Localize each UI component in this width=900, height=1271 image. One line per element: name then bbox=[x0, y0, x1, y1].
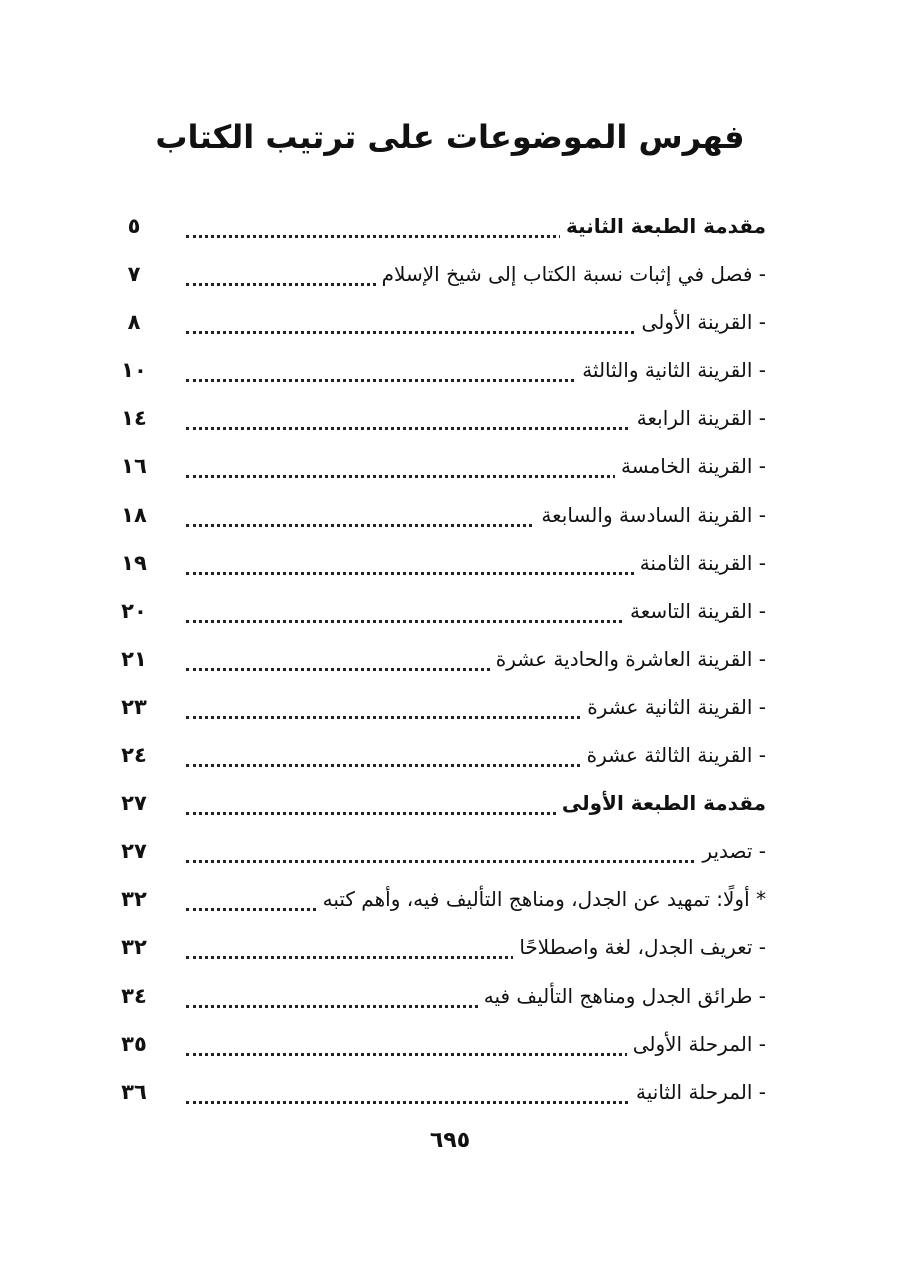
toc-page-number: ٧ bbox=[127, 262, 141, 287]
toc-page-number: ٢٧ bbox=[121, 791, 147, 816]
toc-row bbox=[0, 1070, 900, 1118]
toc-entry-title: - فصل في إثبات نسبة الكتاب إلى شيخ الإسلام bbox=[376, 256, 766, 292]
toc-row bbox=[0, 829, 900, 877]
toc-page-number: ٢٠ bbox=[121, 598, 147, 623]
toc-page-number: ٢٧ bbox=[121, 839, 147, 864]
toc-entry-title: - القرينة التاسعة bbox=[624, 593, 766, 629]
toc-entry-title: - القرينة الأولى bbox=[636, 304, 766, 340]
dot-leader bbox=[186, 860, 760, 863]
toc-page-number: ٢٣ bbox=[121, 694, 147, 719]
toc-page-number: ١٨ bbox=[121, 502, 147, 527]
toc-entry-title: - طرائق الجدل ومناهج التأليف فيه bbox=[478, 978, 766, 1014]
toc-entry-title: - المرحلة الأولى bbox=[627, 1026, 766, 1062]
toc-section-heading: مقدمة الطبعة الأولى bbox=[556, 785, 766, 821]
toc-row bbox=[0, 348, 900, 396]
toc-row bbox=[0, 444, 900, 492]
toc-page-number: ٣٥ bbox=[121, 1031, 147, 1056]
toc-page-number: ٣٢ bbox=[121, 935, 147, 960]
page-title: فهرس الموضوعات على ترتيب الكتاب bbox=[155, 118, 745, 156]
toc-entry-title: - القرينة الخامسة bbox=[615, 448, 766, 484]
toc-entry-title: - القرينة الثالثة عشرة bbox=[581, 737, 766, 773]
toc-row bbox=[0, 974, 900, 1022]
toc-entry-title: - القرينة الثامنة bbox=[634, 545, 766, 581]
toc-entry-title: - تعريف الجدل، لغة واصطلاحًا bbox=[513, 929, 766, 965]
toc-row bbox=[0, 877, 900, 925]
toc-page-number: ٨ bbox=[127, 310, 141, 335]
toc-entry-title: - القرينة السادسة والسابعة bbox=[535, 497, 766, 533]
page-number-footer: ٦٩٥ bbox=[429, 1128, 471, 1153]
toc-entry-title: - القرينة الرابعة bbox=[631, 400, 766, 436]
toc-page-number: ٢٤ bbox=[121, 743, 147, 768]
toc-entry-title: - القرينة الثانية عشرة bbox=[581, 689, 766, 725]
toc-row bbox=[0, 637, 900, 685]
toc-page-number: ٥ bbox=[127, 214, 141, 238]
toc-row bbox=[0, 733, 900, 781]
toc-row bbox=[0, 589, 900, 637]
toc-row bbox=[0, 1022, 900, 1070]
toc-entry-title: - تصدير bbox=[696, 833, 766, 869]
toc-page-number: ٣٦ bbox=[121, 1079, 147, 1104]
toc-row bbox=[0, 204, 900, 252]
toc-row bbox=[0, 781, 900, 829]
toc-page-number: ١٤ bbox=[121, 406, 147, 431]
toc-row bbox=[0, 493, 900, 541]
toc-page-number: ١٦ bbox=[121, 454, 147, 479]
toc-entry-title: - المرحلة الثانية bbox=[630, 1074, 766, 1110]
toc-row bbox=[0, 300, 900, 348]
table-of-contents bbox=[0, 204, 900, 1118]
toc-row bbox=[0, 396, 900, 444]
toc-page-number: ٣٤ bbox=[121, 983, 147, 1008]
toc-row bbox=[0, 685, 900, 733]
toc-row bbox=[0, 252, 900, 300]
toc-page-number: ١٠ bbox=[121, 358, 147, 383]
toc-entry-title: - القرينة الثانية والثالثة bbox=[576, 352, 766, 388]
toc-page-number: ٢١ bbox=[121, 646, 147, 671]
toc-page-number: ٣٢ bbox=[121, 887, 147, 912]
toc-row bbox=[0, 541, 900, 589]
toc-page-number: ١٩ bbox=[121, 550, 147, 575]
toc-row bbox=[0, 925, 900, 973]
toc-section-heading: مقدمة الطبعة الثانية bbox=[560, 208, 766, 244]
toc-entry-title: - القرينة العاشرة والحادية عشرة bbox=[490, 641, 766, 677]
toc-entry-title: * أولًا: تمهيد عن الجدل، ومناهج التأليف فيه، وأهم كتبه bbox=[317, 881, 766, 917]
